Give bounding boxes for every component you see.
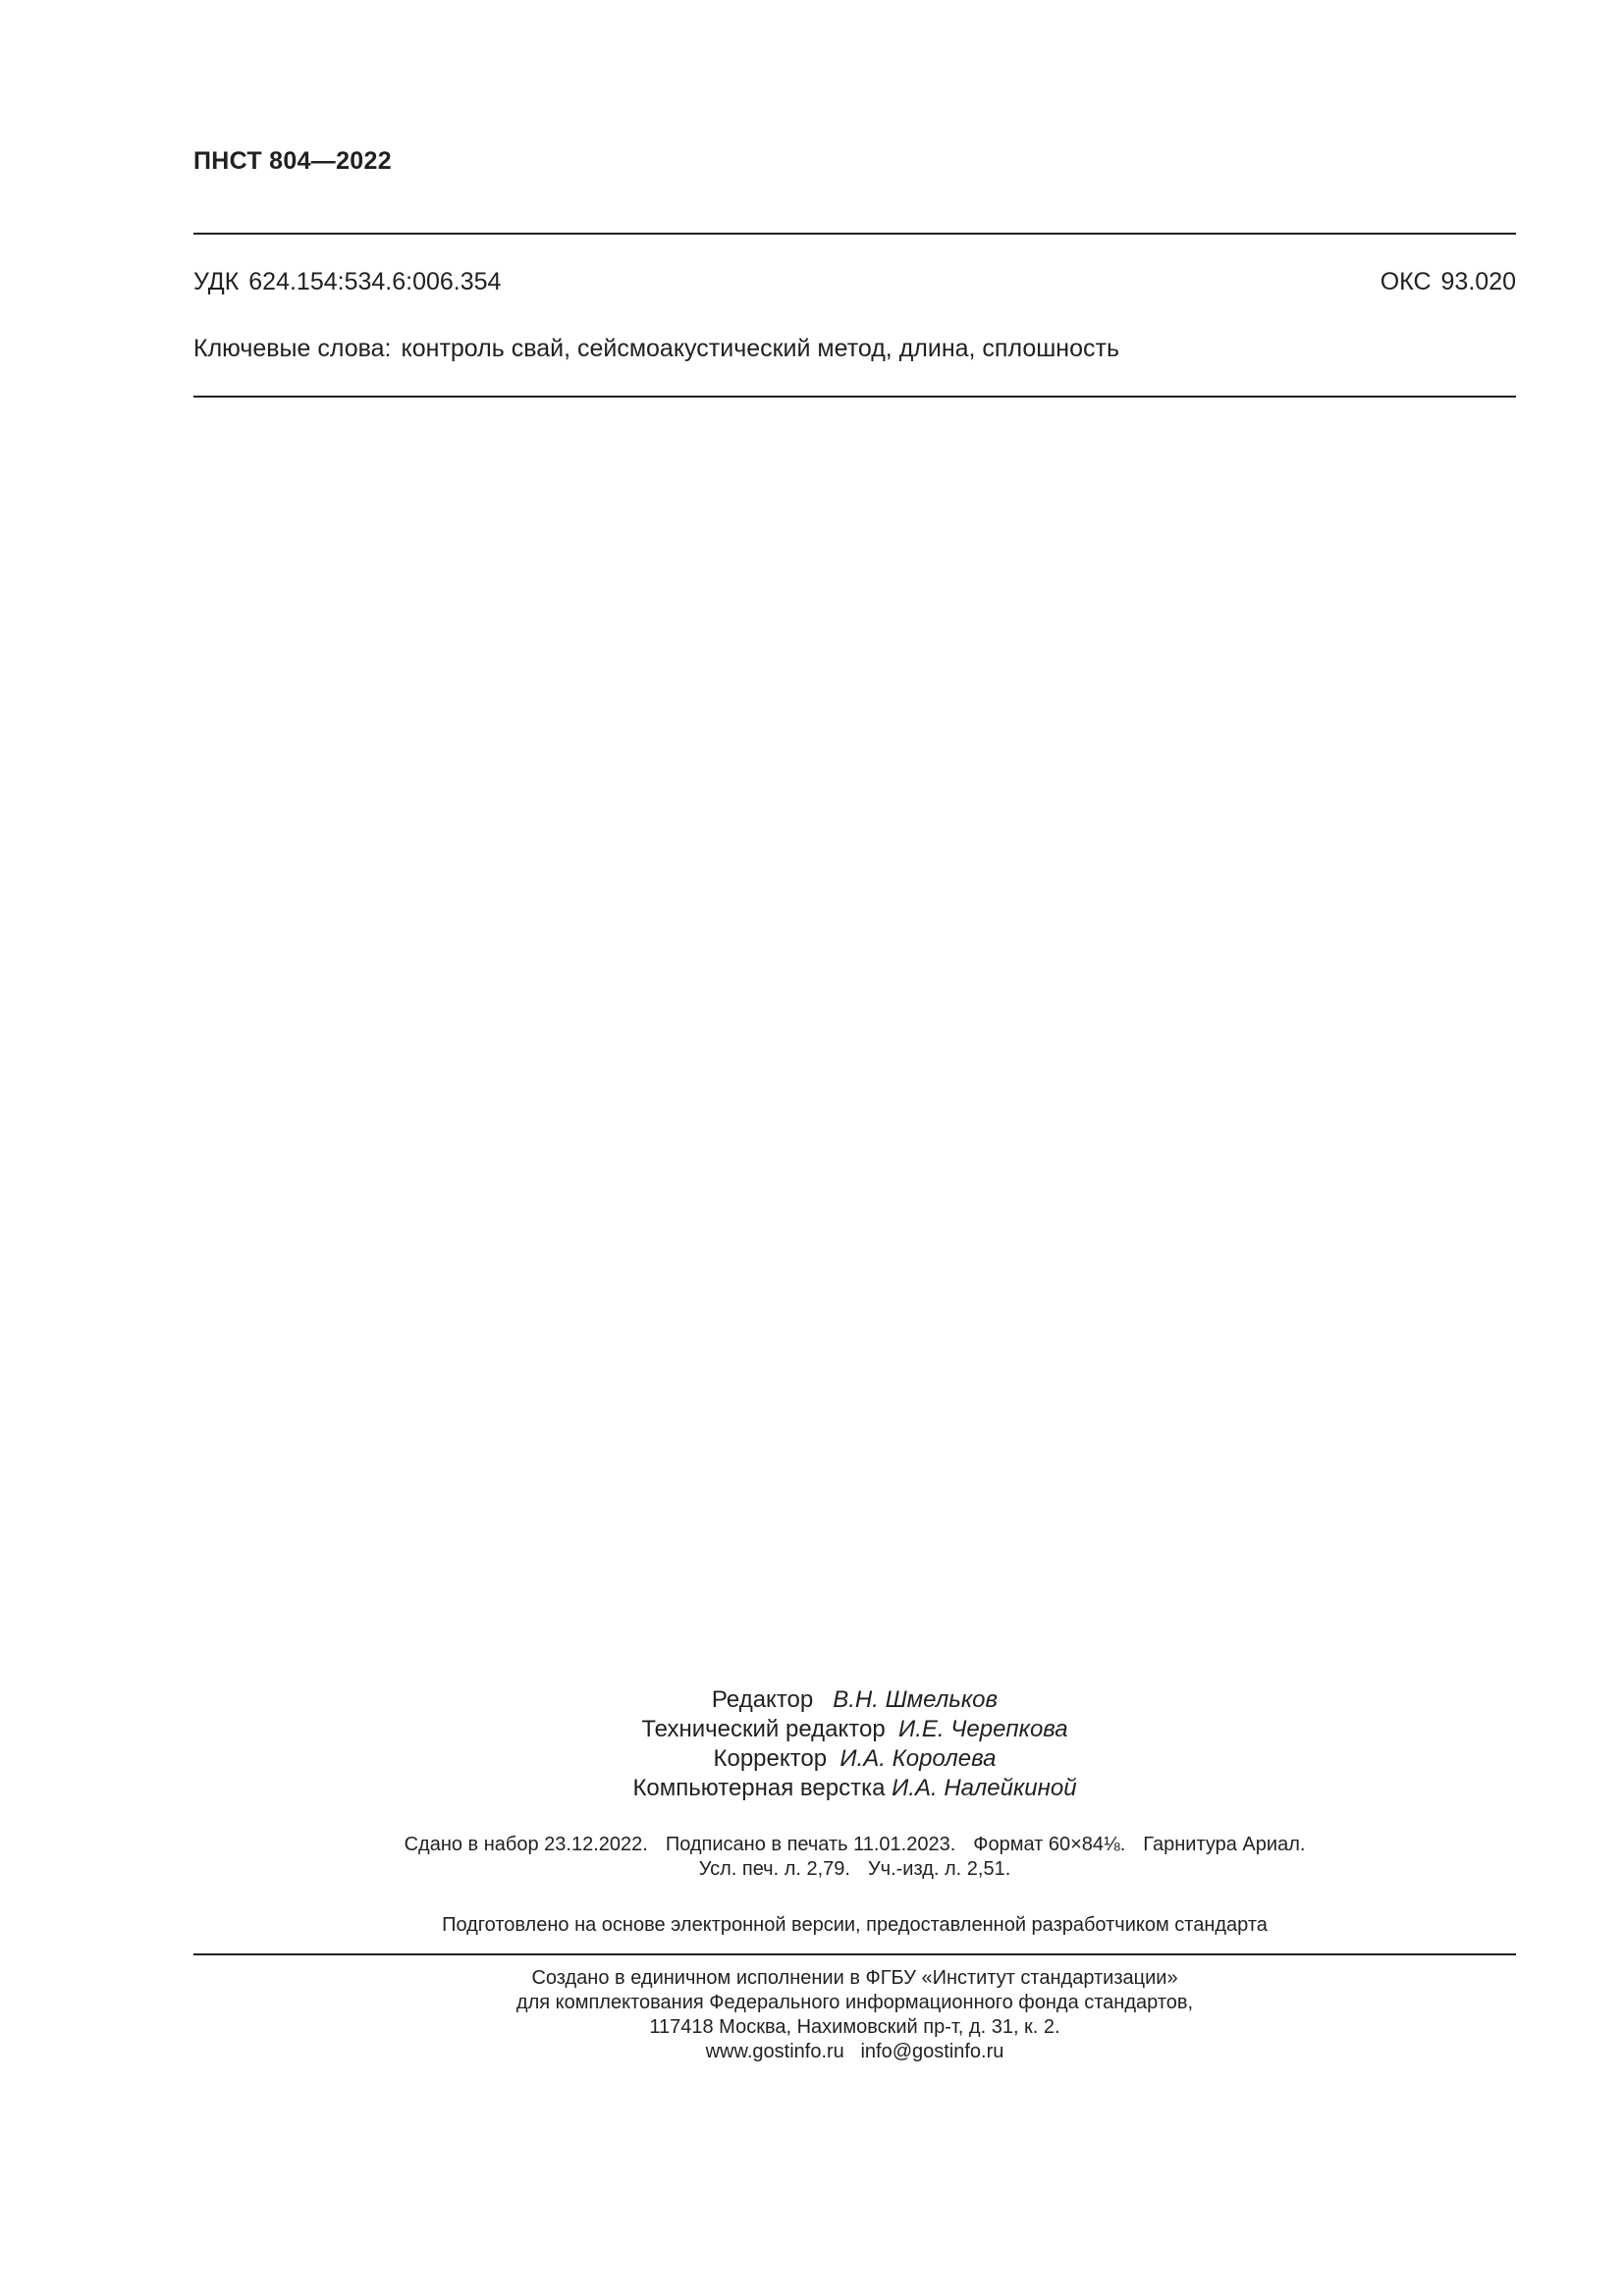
imprint-typeface: Гарнитура Ариал. [1143, 1834, 1306, 1855]
credit-name: И.А. Налейкиной [892, 1775, 1077, 1801]
credit-name: В.Н. Шмельков [833, 1686, 999, 1713]
credit-role: Корректор [713, 1745, 828, 1772]
imprint-block [193, 1833, 1516, 1882]
credit-name: И.Е. Черепкова [898, 1716, 1068, 1742]
credit-editor [193, 1685, 1516, 1715]
udk-label: УДК [193, 268, 240, 295]
oks-value: 93.020 [1440, 268, 1516, 295]
keywords-line [193, 335, 1119, 363]
imprint-print-sheets: Усл. печ. л. 2,79. [698, 1858, 850, 1880]
credit-name: И.А. Королева [839, 1745, 997, 1772]
imprint-line-1 [193, 1833, 1516, 1857]
keywords-divider [193, 396, 1516, 398]
publisher-block [193, 1966, 1516, 2064]
imprint-submitted: Сдано в набор 23.12.2022. [404, 1834, 648, 1855]
prepared-note: Подготовлено на основе электронной версии, предоставленной разработчиком стандарта [442, 1914, 1268, 1936]
udk-value: 624.154:534.6:006.354 [248, 268, 502, 295]
credit-tech-editor [193, 1715, 1516, 1744]
imprint-signed: Подписано в печать 11.01.2023. [665, 1834, 956, 1855]
publisher-line-1: Создано в единичном исполнении в ФГБУ «Институт стандартизации» [531, 1967, 1178, 1989]
credit-role: Компьютерная верстка [632, 1775, 886, 1801]
publisher-line-2: для комплектования Федерального информационного фонда стандартов, [515, 1992, 1194, 2013]
credit-role: Редактор [711, 1686, 814, 1713]
publisher-divider [193, 1953, 1516, 1955]
imprint-format: Формат 60×84⅛. [973, 1834, 1126, 1855]
oks-label: ОКС [1380, 268, 1432, 295]
credit-layout [193, 1774, 1516, 1803]
credits-block [193, 1685, 1516, 1803]
top-divider [193, 233, 1516, 235]
publisher-address: 117418 Москва, Нахимовский пр-т, д. 31, к. 2. [649, 2016, 1060, 2038]
standard-id: ПНСТ 804—2022 [193, 147, 392, 175]
udk-line [193, 268, 501, 296]
credit-role: Технический редактор [641, 1716, 886, 1742]
imprint-line-2 [193, 1857, 1516, 1882]
keywords-label: Ключевые слова: [193, 335, 392, 362]
publisher-email-link[interactable]: info@gostinfo.ru [860, 2041, 1004, 2062]
publisher-contacts [193, 2040, 1516, 2064]
credit-corrector [193, 1744, 1516, 1774]
publisher-website-link[interactable]: www.gostinfo.ru [705, 2041, 844, 2062]
imprint-publish-sheets: Уч.-изд. л. 2,51. [867, 1858, 1011, 1880]
keywords-text: контроль свай, сейсмоакустический метод, длина, сплошность [401, 335, 1119, 362]
oks-line [1380, 268, 1516, 296]
